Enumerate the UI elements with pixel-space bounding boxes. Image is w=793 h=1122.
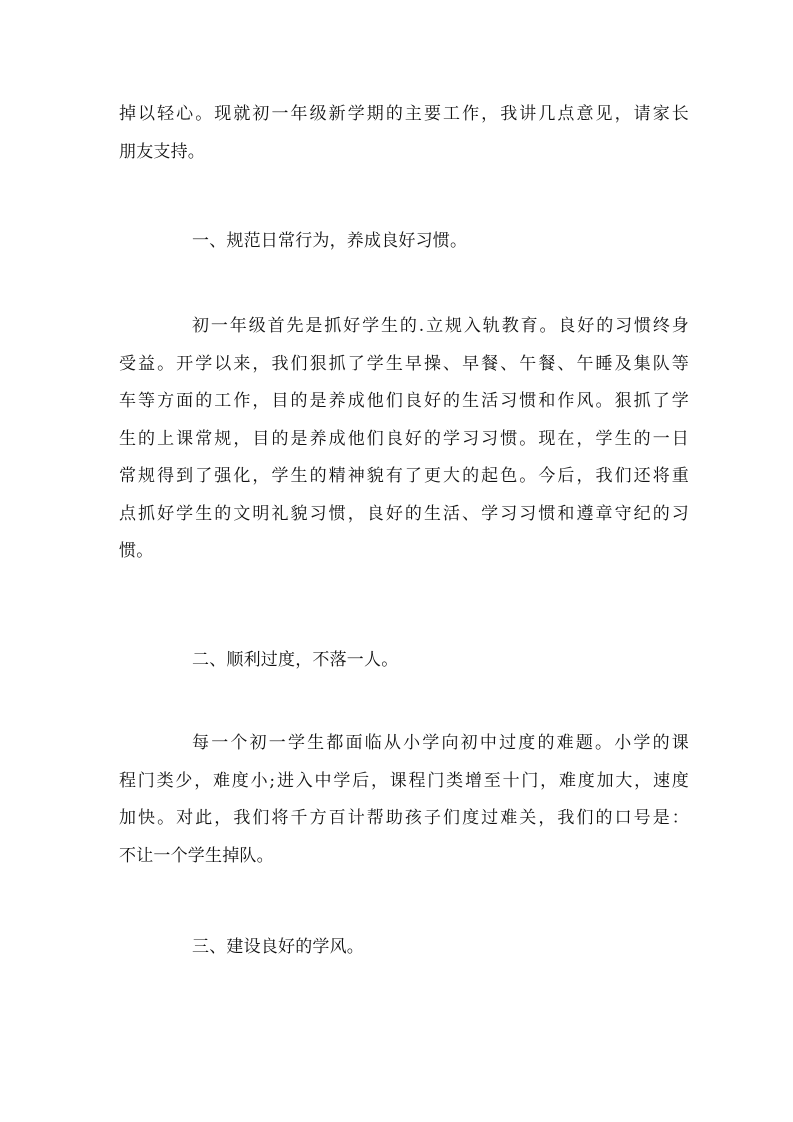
section-heading [119,642,689,680]
body-paragraph [119,96,689,171]
heading-text: 三、建设良好的学风。 [192,937,364,957]
text-line: 朋友支持。 [119,141,205,162]
heading-text: 一、规范日常行为，养成良好习惯。 [192,231,468,251]
text-line: 惯。 [119,541,154,561]
text-line: 每一个初一学生都面临从小学向初中过度的难题。小学的课 [192,733,689,753]
text-line: 生的上课常规，目的是养成他们良好的学习习惯。现在，学生的一日 [119,428,689,449]
text-line: 点抓好学生的文明礼貌习惯，良好的生活、学习习惯和遵章守纪的习 [119,503,689,524]
body-paragraph [119,308,689,571]
text-line: 常规得到了强化，学生的精神貌有了更大的起色。今后，我们还将重 [119,466,689,486]
section-heading [119,929,689,967]
text-line: 车等方面的工作，目的是养成他们良好的生活习惯和作风。狠抓了学 [119,391,689,411]
text-line: 掉以轻心。现就初一年级新学期的主要工作，我讲几点意见，请家长 [119,104,689,124]
text-line: 不让一个学生掉队。 [119,845,274,866]
text-line: 受益。开学以来，我们狠抓了学生早操、早餐、午餐、午睡及集队等 [119,353,689,374]
text-line: 初一年级首先是抓好学生的.立规入轨教育。良好的习惯终身 [192,316,689,336]
section-heading [119,223,689,261]
heading-text: 二、顺利过度，不落一人。 [192,650,399,670]
text-line: 加快。对此，我们将千方百计帮助孩子们度过难关，我们的口号是： [119,808,689,828]
body-paragraph [119,725,689,875]
text-line: 程门类少，难度小;进入中学后，课程门类增至十门，难度加大，速度 [119,770,689,791]
